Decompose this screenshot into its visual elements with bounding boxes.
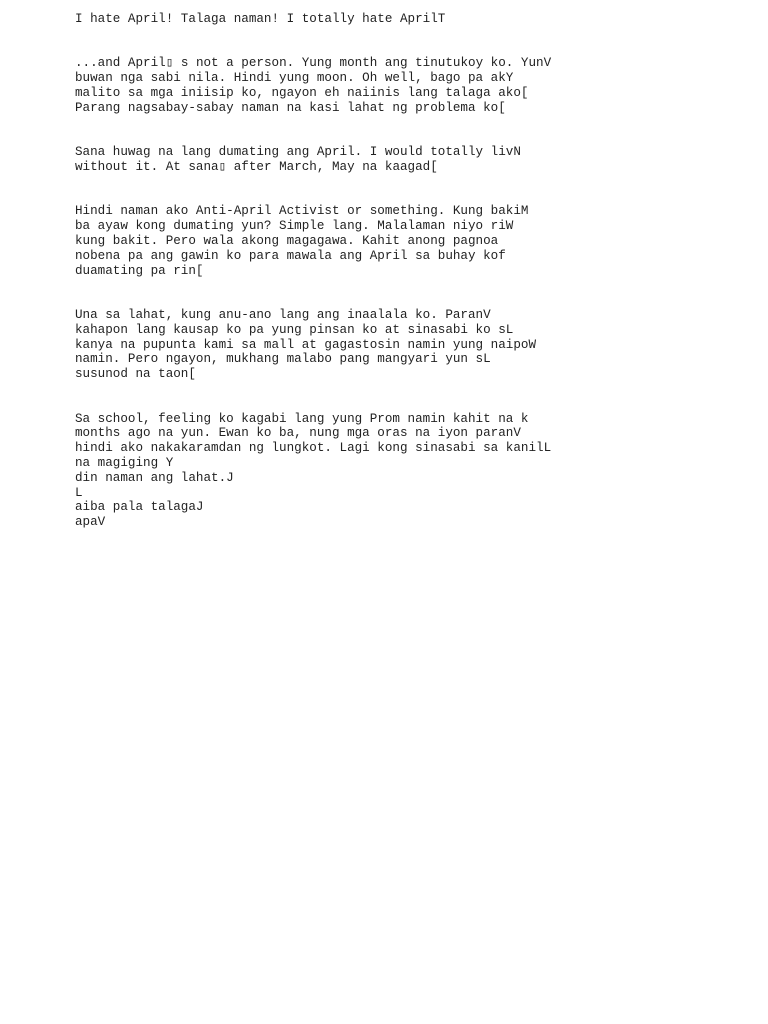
- paragraph-line: kanya na pupunta kami sa mall at gagastosin namin yung naipoW: [75, 337, 537, 352]
- paragraph-1: [75, 56, 735, 115]
- paragraph-line: susunod na taon[: [75, 367, 196, 382]
- paragraph-line: apaV: [75, 515, 106, 530]
- paragraph-line: Sa school, feeling ko kagabi lang yung Prom namin kahit na k: [75, 411, 529, 426]
- paragraph-line: din naman ang lahat.J: [75, 470, 234, 485]
- document-body: [75, 12, 735, 530]
- paragraph-line: L: [75, 485, 83, 500]
- paragraph-line: ba ayaw kong dumating yun? Simple lang. Malalaman niyo riW: [75, 219, 514, 234]
- paragraph-line: na magiging Y: [75, 455, 174, 470]
- paragraph-line: Parang nagsabay-sabay naman na kasi lahat ng problema ko[: [75, 100, 506, 115]
- paragraph-line: aiba pala talagaJ: [75, 500, 204, 515]
- paragraph-line: duamating pa rin[: [75, 263, 204, 278]
- paragraph-line: buwan nga sabi nila. Hindi yung moon. Oh well, bago pa akY: [75, 71, 514, 86]
- paragraph-line: kung bakit. Pero wala akong magagawa. Kahit anong pagnoa: [75, 233, 499, 248]
- paragraph-line: Una sa lahat, kung anu-ano lang ang inaalala ko. ParanV: [75, 307, 491, 322]
- paragraph-3: [75, 204, 735, 278]
- paragraph-line: namin. Pero ngayon, mukhang malabo pang mangyari yun sL: [75, 352, 491, 367]
- paragraph-line: nobena pa ang gawin ko para mawala ang April sa buhay kof: [75, 248, 506, 263]
- paragraph-5: [75, 412, 735, 530]
- document-title: I hate April! Talaga naman! I totally hate AprilT: [75, 12, 446, 26]
- paragraph-line: ...and April▯ s not a person. Yung month ang tinutukoy ko. YunV: [75, 56, 552, 71]
- paragraph-2: [75, 145, 735, 175]
- paragraph-line: hindi ako nakakaramdan ng lungkot. Lagi kong sinasabi sa kanilL: [75, 441, 552, 456]
- paragraph-line: malito sa mga iniisip ko, ngayon eh naiinis lang talaga ako[: [75, 85, 529, 100]
- paragraph-line: without it. At sana▯ after March, May na kaagad[: [75, 159, 438, 174]
- paragraph-line: Hindi naman ako Anti-April Activist or something. Kung bakiM: [75, 204, 529, 219]
- paragraph-line: kahapon lang kausap ko pa yung pinsan ko at sinasabi ko sL: [75, 322, 514, 337]
- paragraph-4: [75, 308, 735, 382]
- paragraph-line: months ago na yun. Ewan ko ba, nung mga oras na iyon paranV: [75, 426, 521, 441]
- paragraph-line: Sana huwag na lang dumating ang April. I would totally livN: [75, 145, 521, 160]
